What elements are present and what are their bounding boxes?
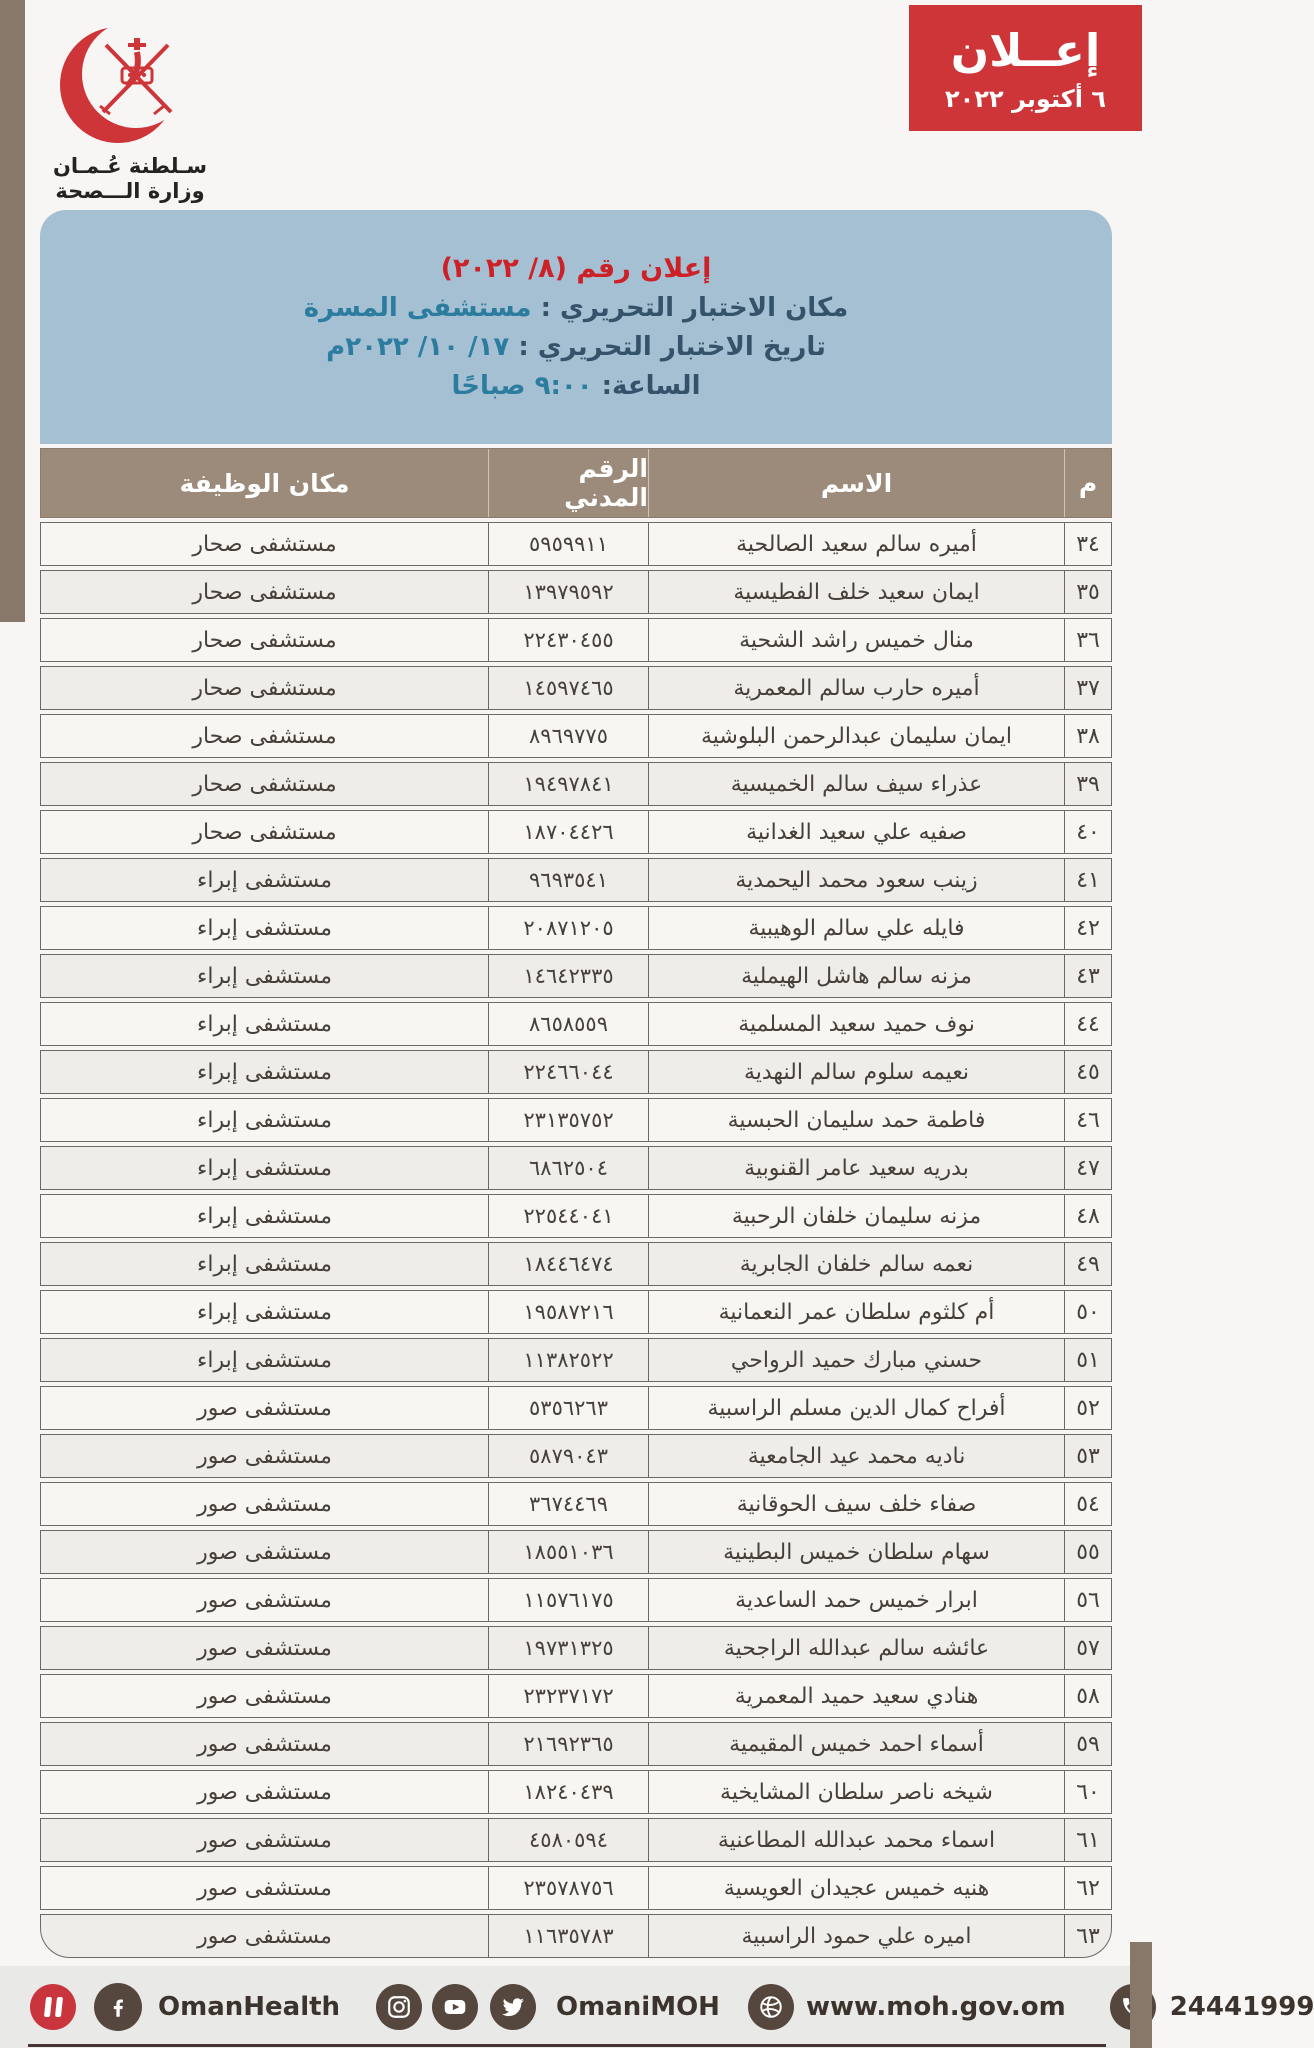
table-row (40, 1098, 1112, 1142)
scan-edge-line-bottom (28, 2044, 1106, 2047)
phone-number: 24441999 (1169, 1992, 1314, 2022)
cell-location: مستشفى صحار (41, 763, 489, 805)
cell-location: مستشفى إبراء (41, 907, 489, 949)
cell-location: مستشفى صور (41, 1867, 489, 1909)
facebook-icon (94, 1983, 142, 2031)
cell-civil-id: ١٣٩٧٩٥٩٢ (489, 571, 649, 613)
cell-location: مستشفى صور (41, 1531, 489, 1573)
cell-location: مستشفى إبراء (41, 1339, 489, 1381)
cell-civil-id: ١٩٤٩٧٨٤١ (489, 763, 649, 805)
table-row (40, 762, 1112, 806)
website-url: www.moh.gov.om (805, 1992, 1066, 2022)
cell-no: ٥٩ (1076, 1731, 1100, 1757)
cell-no: ٥٥ (1076, 1539, 1100, 1565)
table-row (40, 1194, 1112, 1238)
footer-bar (0, 1966, 1314, 2048)
table-row (40, 1578, 1112, 1622)
cell-civil-id: ٢٣٢٣٧١٧٢ (489, 1675, 649, 1717)
exam-time-label: الساعة: (592, 371, 701, 401)
exam-date-label: تاريخ الاختبار التحريري : (509, 332, 826, 362)
cell-civil-id: ٢٣١٣٥٧٥٢ (489, 1099, 649, 1141)
cell-location: مستشفى إبراء (41, 955, 489, 997)
cell-no: ٣٦ (1076, 627, 1100, 653)
cell-civil-id: ٢٣٥٧٨٧٥٦ (489, 1867, 649, 1909)
cell-civil-id: ٣٦٧٤٤٦٩ (489, 1483, 649, 1525)
cell-name: عائشه سالم عبدالله الراجحية (649, 1627, 1065, 1669)
cell-no: ٣٨ (1076, 723, 1100, 749)
cell-name: اميره علي حمود الراسبية (649, 1915, 1065, 1957)
cell-no: ٤٨ (1076, 1203, 1100, 1229)
cell-civil-id: ١١٦٣٥٧٨٣ (489, 1915, 649, 1957)
pause-icon (30, 1984, 76, 2030)
cell-civil-id: ٥٩٥٩٩١١ (489, 523, 649, 565)
cell-no: ٦١ (1076, 1827, 1100, 1853)
cell-no: ٥٧ (1076, 1635, 1100, 1661)
table-row (40, 1386, 1112, 1430)
cell-name: فاطمة حمد سليمان الحبسية (649, 1099, 1065, 1141)
announcement-number: إعلان رقم (٨/ ٢٠٢٢) (440, 253, 712, 284)
cell-name: هنيه خميس عجيدان العويسية (649, 1867, 1065, 1909)
cell-no: ٤٠ (1076, 819, 1100, 845)
cell-name: مزنه سليمان خلفان الرحبية (649, 1195, 1065, 1237)
cell-name: ناديه محمد عيد الجامعية (649, 1435, 1065, 1477)
cell-name: أسماء احمد خميس المقيمية (649, 1723, 1065, 1765)
cell-no: ٤٧ (1076, 1155, 1100, 1181)
cell-civil-id: ٤٥٨٠٥٩٤ (489, 1819, 649, 1861)
cell-civil-id: ٢٢٥٤٤٠٤١ (489, 1195, 649, 1237)
table-row (40, 1914, 1112, 1958)
cell-name: بدريه سعيد عامر القنوبية (649, 1147, 1065, 1189)
table-row (40, 1338, 1112, 1382)
cell-civil-id: ١٤٦٤٢٣٣٥ (489, 955, 649, 997)
cell-name: أم كلثوم سلطان عمر النعمانية (649, 1291, 1065, 1333)
cell-civil-id: ١٤٥٩٧٤٦٥ (489, 667, 649, 709)
cell-location: مستشفى إبراء (41, 1099, 489, 1141)
cell-location: مستشفى صحار (41, 571, 489, 613)
cell-civil-id: ١٨٢٤٠٤٣٩ (489, 1771, 649, 1813)
cell-name: ابرار خميس حمد الساعدية (649, 1579, 1065, 1621)
cell-name: اسماء محمد عبدالله المطاعنية (649, 1819, 1065, 1861)
facebook-handle: OmanHealth (158, 1992, 341, 2022)
ministry-name-label: وزارة الـــصحة (55, 179, 205, 204)
cell-no: ٤٩ (1076, 1251, 1100, 1277)
cell-name: حسني مبارك حميد الرواحي (649, 1339, 1065, 1381)
cell-no: ٣٩ (1076, 771, 1100, 797)
cell-name: صفيه علي سعيد الغدانية (649, 811, 1065, 853)
table-row (40, 522, 1112, 566)
ministry-country-label: سـلطنة عُـمـان (52, 154, 208, 178)
cell-no: ٤٣ (1076, 963, 1100, 989)
cell-no: ٥١ (1076, 1347, 1100, 1373)
column-header-no: م (1078, 468, 1098, 498)
cell-no: ٤٢ (1076, 915, 1100, 941)
table-row (40, 618, 1112, 662)
table-row (40, 1818, 1112, 1862)
cell-civil-id: ٢١٦٩٢٣٦٥ (489, 1723, 649, 1765)
cell-name: هنادي سعيد حميد المعمرية (649, 1675, 1065, 1717)
table-row (40, 1434, 1112, 1478)
cell-location: مستشفى إبراء (41, 1195, 489, 1237)
cell-civil-id: ١٨٧٠٤٤٢٦ (489, 811, 649, 853)
table-row (40, 906, 1112, 950)
cell-civil-id: ٦٨٦٢٥٠٤ (489, 1147, 649, 1189)
cell-name: عذراء سيف سالم الخميسية (649, 763, 1065, 805)
cell-no: ٥٨ (1076, 1683, 1100, 1709)
cell-no: ٤٥ (1076, 1059, 1100, 1085)
cell-name: أميره حارب سالم المعمرية (649, 667, 1065, 709)
cell-name: ايمان سليمان عبدالرحمن البلوشية (649, 715, 1065, 757)
cell-civil-id: ٢٢٤٦٦٠٤٤ (489, 1051, 649, 1093)
table-row (40, 1050, 1112, 1094)
badge-date: ٦ أكتوبر ٢٠٢٢ (945, 84, 1106, 113)
exam-place-label: مكان الاختبار التحريري : (531, 293, 849, 323)
cell-no: ٦٢ (1076, 1875, 1100, 1901)
cell-location: مستشفى صور (41, 1483, 489, 1525)
cell-no: ٣٥ (1076, 579, 1100, 605)
cell-location: مستشفى صور (41, 1723, 489, 1765)
badge-title: إعــلان (950, 23, 1101, 77)
table-header-row (40, 448, 1112, 518)
cell-location: مستشفى إبراء (41, 859, 489, 901)
cell-no: ٦٣ (1076, 1923, 1100, 1949)
cell-name: نعمه سالم خلفان الجابرية (649, 1243, 1065, 1285)
cell-civil-id: ٨٦٥٨٥٥٩ (489, 1003, 649, 1045)
cell-no: ٣٤ (1076, 531, 1100, 557)
cell-location: مستشفى صحار (41, 715, 489, 757)
cell-civil-id: ١٩٧٣١٣٢٥ (489, 1627, 649, 1669)
cell-no: ٤٤ (1076, 1011, 1100, 1037)
cell-civil-id: ١٨٤٤٦٤٧٤ (489, 1243, 649, 1285)
cell-no: ٥٦ (1076, 1587, 1100, 1613)
cell-no: ٦٠ (1076, 1779, 1100, 1805)
table-row (40, 954, 1112, 998)
column-header-location: مكان الوظيفة (41, 449, 489, 517)
cell-name: زينب سعود محمد اليحمدية (649, 859, 1065, 901)
exam-time-line (452, 371, 701, 401)
table-row (40, 1146, 1112, 1190)
cell-civil-id: ١٨٥٥١٠٣٦ (489, 1531, 649, 1573)
cell-location: مستشفى صور (41, 1627, 489, 1669)
table-row (40, 1530, 1112, 1574)
cell-location: مستشفى صحار (41, 811, 489, 853)
exam-place-line (304, 293, 849, 323)
cell-name: صفاء خلف سيف الحوقانية (649, 1483, 1065, 1525)
cell-name: نعيمه سلوم سالم النهدية (649, 1051, 1065, 1093)
cell-location: مستشفى إبراء (41, 1003, 489, 1045)
cell-location: مستشفى صور (41, 1435, 489, 1477)
cell-name: فايله علي سالم الوهيبية (649, 907, 1065, 949)
cell-location: مستشفى صور (41, 1579, 489, 1621)
cell-location: مستشفى صحار (41, 667, 489, 709)
cell-location: مستشفى إبراء (41, 1051, 489, 1093)
announcement-sheet (40, 210, 1112, 1958)
cell-location: مستشفى إبراء (41, 1147, 489, 1189)
cell-name: سهام سلطان خميس البطينية (649, 1531, 1065, 1573)
exam-date-line (326, 332, 826, 362)
cell-no: ٥٠ (1076, 1299, 1100, 1325)
cell-civil-id: ١١٣٨٢٥٢٢ (489, 1339, 649, 1381)
cell-civil-id: ٨٩٦٩٧٧٥ (489, 715, 649, 757)
scan-edge-strip-left (0, 0, 25, 622)
exam-place-value: مستشفى المسرة (303, 293, 532, 323)
cell-name: مزنه سالم هاشل الهيملية (649, 955, 1065, 997)
cell-location: مستشفى صور (41, 1915, 489, 1957)
column-header-civil-id: الرقم المدني (489, 449, 649, 517)
table-row (40, 858, 1112, 902)
cell-location: مستشفى صور (41, 1819, 489, 1861)
moh-crescent-logo-icon (56, 12, 204, 154)
table-row (40, 1290, 1112, 1334)
cell-name: ايمان سعيد خلف الفطيسية (649, 571, 1065, 613)
table-row (40, 1626, 1112, 1670)
twitter-icon (490, 1984, 536, 2030)
ministry-logo-block (40, 12, 220, 204)
instagram-icon (376, 1984, 422, 2030)
cell-location: مستشفى إبراء (41, 1291, 489, 1333)
table-row (40, 1482, 1112, 1526)
cell-location: مستشفى صحار (41, 523, 489, 565)
column-header-name: الاسم (649, 449, 1065, 517)
exam-time-value: ٩:٠٠ صباحًا (451, 371, 593, 401)
cell-name: نوف حميد سعيد المسلمية (649, 1003, 1065, 1045)
cell-civil-id: ٥٣٥٦٢٦٣ (489, 1387, 649, 1429)
table-body (40, 522, 1112, 1958)
exam-date-value: ١٧/ ١٠/ ٢٠٢٢م (326, 332, 510, 362)
cell-location: مستشفى صور (41, 1387, 489, 1429)
table-row (40, 714, 1112, 758)
cell-no: ٥٤ (1076, 1491, 1100, 1517)
table-row (40, 1866, 1112, 1910)
website-globe-icon (748, 1984, 794, 2030)
cell-location: مستشفى صحار (41, 619, 489, 661)
cell-civil-id: ٥٨٧٩٠٤٣ (489, 1435, 649, 1477)
twitter-handle: OmaniMOH (556, 1992, 720, 2022)
announcement-badge (909, 5, 1142, 131)
table-row (40, 810, 1112, 854)
cell-civil-id: ٢٢٤٣٠٤٥٥ (489, 619, 649, 661)
cell-no: ٤٦ (1076, 1107, 1100, 1133)
cell-location: مستشفى إبراء (41, 1243, 489, 1285)
cell-name: منال خميس راشد الشحية (649, 619, 1065, 661)
cell-name: أميره سالم سعيد الصالحية (649, 523, 1065, 565)
scan-edge-strip-right (1130, 1942, 1152, 2048)
youtube-icon (432, 1984, 478, 2030)
cell-no: ٤١ (1076, 867, 1100, 893)
table-row (40, 1722, 1112, 1766)
table-row (40, 666, 1112, 710)
cell-name: شيخه ناصر سلطان المشايخية (649, 1771, 1065, 1813)
table-row (40, 570, 1112, 614)
cell-no: ٥٣ (1076, 1443, 1100, 1469)
cell-no: ٥٢ (1076, 1395, 1100, 1421)
cell-civil-id: ١١٥٧٦١٧٥ (489, 1579, 649, 1621)
cell-location: مستشفى صور (41, 1771, 489, 1813)
cell-name: أفراح كمال الدين مسلم الراسبية (649, 1387, 1065, 1429)
cell-location: مستشفى صور (41, 1675, 489, 1717)
table-row (40, 1674, 1112, 1718)
announcement-info-panel (40, 210, 1112, 444)
cell-civil-id: ١٩٥٨٧٢١٦ (489, 1291, 649, 1333)
cell-civil-id: ٢٠٨٧١٢٠٥ (489, 907, 649, 949)
cell-no: ٣٧ (1076, 675, 1100, 701)
cell-civil-id: ٩٦٩٣٥٤١ (489, 859, 649, 901)
table-row (40, 1242, 1112, 1286)
table-row (40, 1002, 1112, 1046)
table-row (40, 1770, 1112, 1814)
